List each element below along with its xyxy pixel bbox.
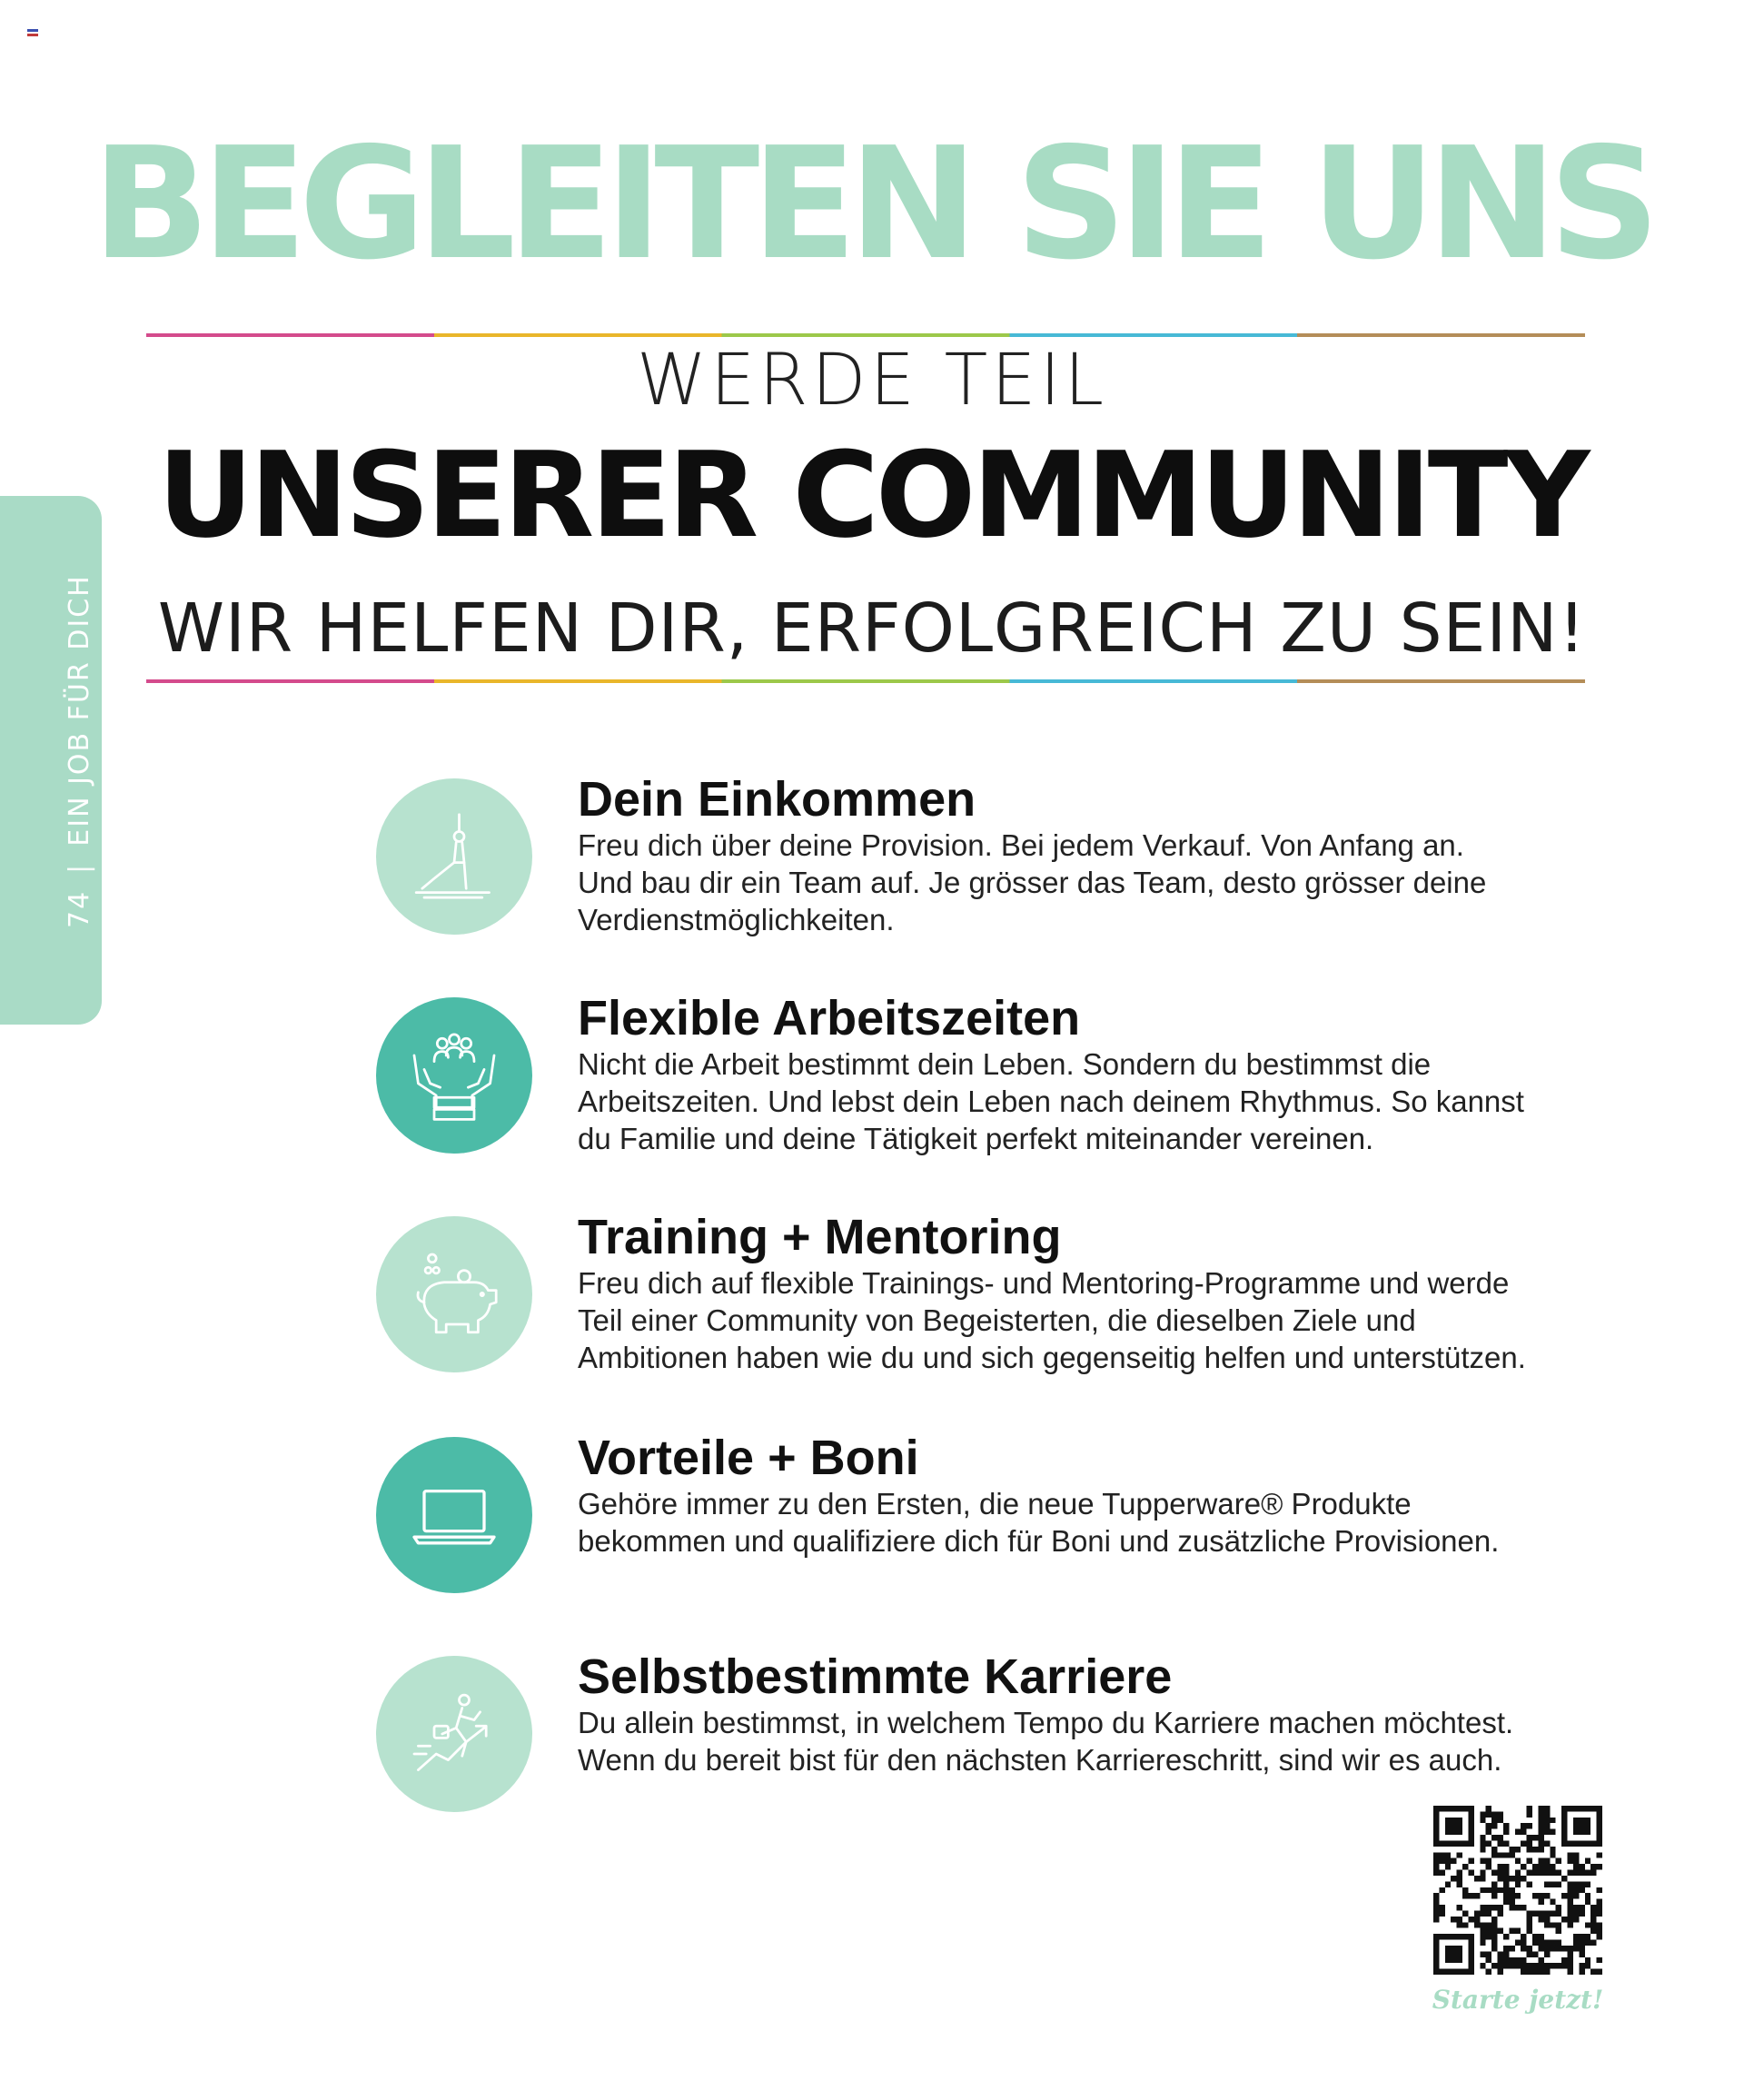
feature-text-line: Freu dich über deine Provision. Bei jedem Verkauf. Von Anfang an. xyxy=(578,828,1464,863)
laptop-icon xyxy=(376,1437,532,1593)
piggy-bank-icon xyxy=(376,1216,532,1372)
section-title: EIN JOB FÜR DICH xyxy=(64,574,95,847)
feature-text-line: Verdienstmöglichkeiten. xyxy=(578,903,895,937)
feature-text-line: Freu dich auf flexible Trainings- und Mentoring-Programme und werde xyxy=(578,1266,1510,1301)
feature-text-line: Wenn du bereit bist für den nächsten Karriereschritt, sind wir es auch. xyxy=(578,1743,1502,1778)
rainbow-divider-bottom xyxy=(146,679,1585,683)
feature-text-line: Gehöre immer zu den Ersten, die neue Tupperware® Produkte xyxy=(578,1487,1412,1521)
side-tab-divider: | xyxy=(64,862,95,874)
feature-title: Vorteile + Boni xyxy=(578,1431,919,1485)
feature-text-line: Und bau dir ein Team auf. Je grösser das Team, desto grösser deine xyxy=(578,866,1487,900)
corner-mark xyxy=(27,29,38,38)
feature-text-line: Teil einer Community von Begeisterten, die dieselben Ziele und xyxy=(578,1303,1416,1338)
feature-text-line: Arbeitszeiten. Und lebst dein Leben nach deinem Rhythmus. So kannst xyxy=(578,1085,1524,1119)
qr-code[interactable] xyxy=(1433,1806,1602,1975)
page-number: 74 xyxy=(64,889,95,928)
feature-text-line: Nicht die Arbeit bestimmt dein Leben. Sondern du bestimmst die xyxy=(578,1047,1432,1082)
rainbow-divider-top xyxy=(146,333,1585,337)
subheading-werde-teil: WERDE TEIL xyxy=(636,340,1108,421)
feature-title: Dein Einkommen xyxy=(578,772,976,827)
qr-caption: Starte jetzt! xyxy=(1432,1985,1604,2015)
headline: BEGLEITEN SIE UNS xyxy=(92,114,1652,294)
feature-text-line: du Familie und deine Tätigkeit perfekt miteinander vereinen. xyxy=(578,1122,1374,1156)
career-growth-icon xyxy=(376,1656,532,1812)
hands-team-icon xyxy=(376,997,532,1154)
feature-text-line: Du allein bestimmst, in welchem Tempo du Karriere machen möchtest. xyxy=(578,1706,1514,1740)
yoga-pose-icon xyxy=(376,778,532,935)
subheading-community: UNSERER COMMUNITY xyxy=(157,426,1587,564)
feature-title: Selbstbestimmte Karriere xyxy=(578,1649,1173,1704)
feature-title: Flexible Arbeitszeiten xyxy=(578,991,1081,1045)
feature-title: Training + Mentoring xyxy=(578,1210,1062,1264)
feature-text-line: bekommen und qualifiziere dich für Boni und zusätzliche Provisionen. xyxy=(578,1524,1500,1559)
feature-text-line: Ambitionen haben wie du und sich gegenseitig helfen und unterstützen. xyxy=(578,1341,1526,1375)
subheading-tagline: WIR HELFEN DIR, ERFOLGREICH ZU SEIN! xyxy=(157,589,1587,668)
